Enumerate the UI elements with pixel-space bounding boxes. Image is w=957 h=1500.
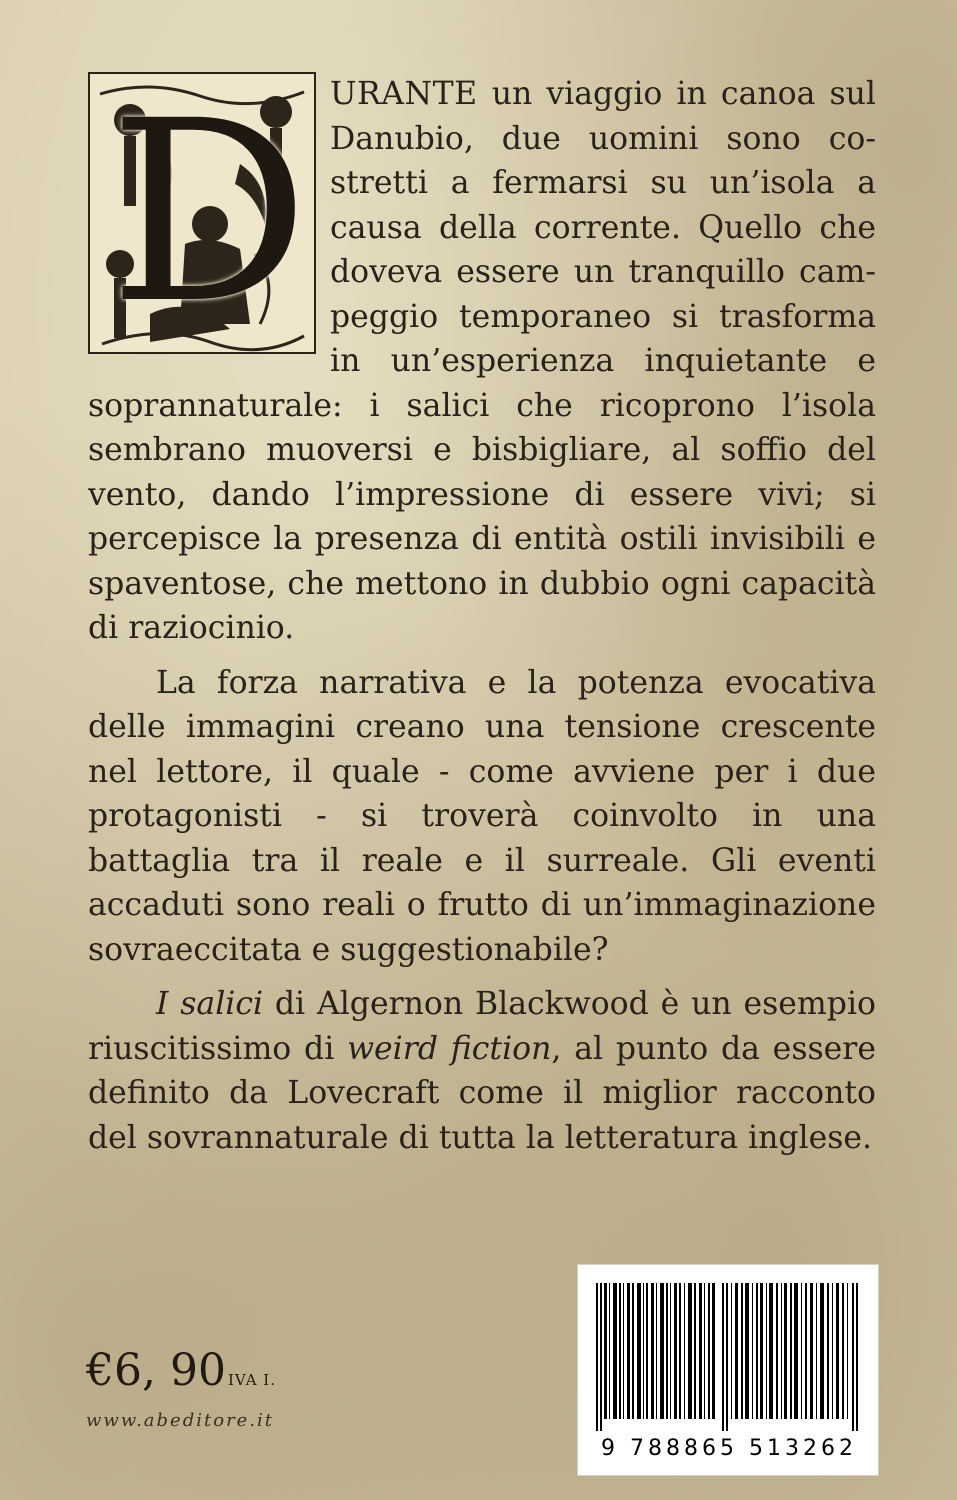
blurb-paragraph-2: La forza narrativa e la potenza evocativa delle immagini creano una tensione crescente nel lettore, il quale - come avviene per i due protagonisti - si troverà coinvolto in una battaglia tra il reale e il surreale. Gli eventi accaduti sono reali o frutto di un’immaginazione sovraeccitata e suggestionabile? [88,664,876,968]
book-title: I salici [156,986,264,1022]
blurb-paragraph-3 [88,982,876,1160]
drop-cap-letter: D [108,67,310,358]
paragraph-3-text-a: di Algernon Blackwood è un esempio riuscitissimo di [88,986,876,1067]
price-label [86,1346,276,1405]
illuminated-drop-cap [88,67,316,358]
genre-name: weird fiction [347,1030,552,1067]
publisher-website: www.abeditore.it [86,1410,275,1431]
price-amount: €6, 90 [86,1345,226,1396]
isbn-number: 9 788865 513262 [601,1436,857,1461]
isbn-barcode [577,1264,879,1476]
paragraph-1-text: un viaggio in canoa sul Danubio, due uomini sono costretti a fermarsi su un’isola a causa della corrente. Quello che doveva essere un tranquillo campeggio temporaneo si trasforma in un’esperienza inquietante e soprannaturale: i salici che ricoprono l’isola sembrano muoversi e bisbigliare, al soffio del vento, dando l’impressione di essere vivi; si percepisce la presenza di entità ostili invisibili e spaventose, che mettono in dubbio ogni capacità di raziocinio. [88,76,876,646]
barcode-bars-icon [596,1283,860,1431]
price-tax-note: IVA I. [227,1371,276,1389]
paragraph-3-text-b: , al punto da essere definito da Lovecraft come il miglior racconto del sovrannaturale di tutta la letteratura inglese. [88,1030,876,1156]
first-word-rest: URANTE [330,76,478,112]
blurb-paragraph-1 [88,67,876,651]
blurb-text [88,67,876,1160]
